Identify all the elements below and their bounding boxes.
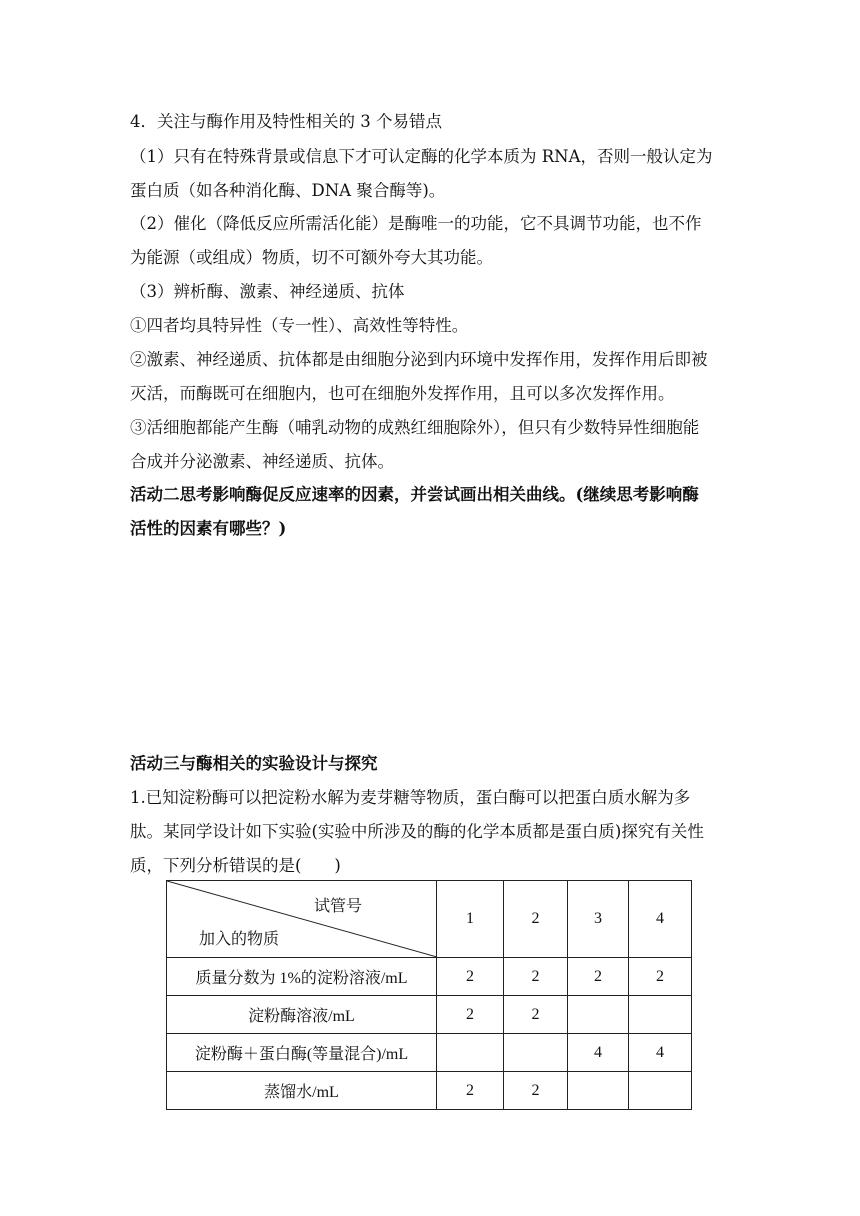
table-header-row [167,881,692,958]
tube-header-1: 1 [437,881,504,958]
table-cell: 2 [568,958,629,996]
tube-header-4: 4 [629,881,692,958]
activity-2-line-2: 活性的因素有哪些？) [130,519,287,538]
table-cell [629,996,692,1034]
header-tube-number-label: 试管号 [314,898,363,915]
activity-2-line-1: 活动二思考影响酶促反应速率的因素，并尝试画出相关曲线。(继续思考影响酶 [130,485,699,504]
tube-header-2: 2 [504,881,568,958]
row-label: 蒸馏水/mL [167,1072,437,1110]
table-row [167,958,692,996]
section-4-title: 4．关注与酶作用及特性相关的 3 个易错点 [130,112,442,131]
point-3-item-2-line-1: ②激素、神经递质、抗体都是由细胞分泌到内环境中发挥作用，发挥作用后即被 [130,350,708,369]
diagonal-header-cell [167,881,437,958]
tube-header-3: 3 [568,881,629,958]
table-cell: 2 [437,958,504,996]
table-row [167,1072,692,1110]
table-cell: 4 [568,1034,629,1072]
point-1-line-1: （1）只有在特殊背景或信息下才可认定酶的化学本质为 RNA，否则一般认定为 [130,147,713,166]
table-cell: 2 [437,996,504,1034]
table-cell: 2 [504,996,568,1034]
table-cell: 2 [437,1072,504,1110]
table-cell: 2 [629,958,692,996]
table-cell: 2 [504,958,568,996]
point-3-item-1: ①四者均具特异性（专一性）、高效性等特性。 [130,316,469,335]
question-1-line-1: 1.已知淀粉酶可以把淀粉水解为麦芽糖等物质，蛋白酶可以把蛋白质水解为多 [130,788,691,807]
activity-3-title: 活动三与酶相关的实验设计与探究 [130,754,378,773]
table-cell [504,1034,568,1072]
header-substance-label: 加入的物质 [199,931,280,948]
point-1-line-2: 蛋白质（如各种消化酶、DNA 聚合酶等)。 [130,181,446,200]
row-label: 淀粉酶溶液/mL [167,996,437,1034]
table-cell [437,1034,504,1072]
table-row [167,996,692,1034]
point-2-line-2: 为能源（或组成）物质，切不可额外夸大其功能。 [130,248,493,267]
point-3-item-3-line-1: ③活细胞都能产生酶（哺乳动物的成熟红细胞除外），但只有少数特异性细胞能 [130,418,700,437]
table-row [167,1034,692,1072]
experiment-table [166,880,692,1110]
point-3-item-3-line-2: 合成并分泌激素、神经递质、抗体。 [130,452,394,471]
table-cell: 4 [629,1034,692,1072]
question-1-line-2: 肽。某同学设计如下实验(实验中所涉及的酶的化学本质都是蛋白质)探究有关性 [130,822,704,841]
table-cell [568,1072,629,1110]
point-3-item-2-line-2: 灭活，而酶既可在细胞内，也可在细胞外发挥作用，且可以多次发挥作用。 [130,384,675,403]
point-2-line-1: （2）催化（降低反应所需活化能）是酶唯一的功能，它不具调节功能，也不作 [130,214,702,233]
table-cell [629,1072,692,1110]
row-label: 质量分数为 1%的淀粉溶液/mL [167,958,437,996]
table-cell: 2 [504,1072,568,1110]
point-3-heading: （3）辨析酶、激素、神经递质、抗体 [130,282,405,301]
question-1-line-3: 质，下列分析错误的是( ) [130,856,341,875]
row-label: 淀粉酶＋蛋白酶(等量混合)/mL [167,1034,437,1072]
table-cell [568,996,629,1034]
